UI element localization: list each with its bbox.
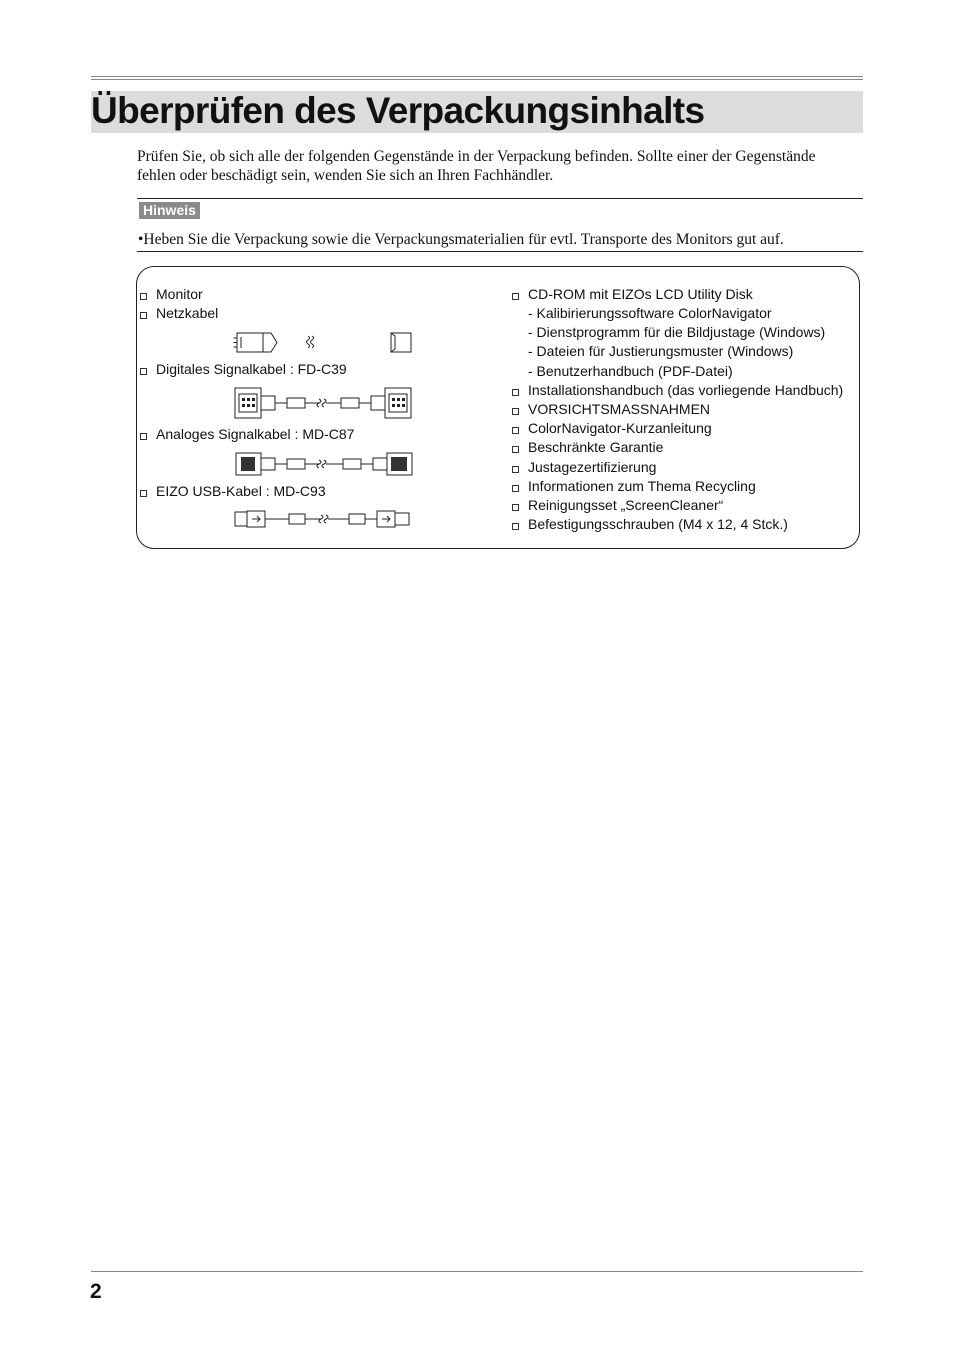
- checkbox-icon: [140, 490, 147, 497]
- list-item: Reinigungsset „ScreenCleaner“: [528, 497, 724, 513]
- note-divider-top: [137, 198, 863, 199]
- top-rule: [91, 76, 863, 77]
- checkbox-icon: [512, 427, 519, 434]
- page-title: Überprüfen des Verpackungsinhalts: [91, 90, 705, 131]
- note-text: •Heben Sie die Verpackung sowie die Verpackungsmaterialien für evtl. Transporte des Monitors gut auf.: [138, 231, 784, 248]
- note-divider-bottom: [137, 251, 863, 252]
- checkbox-icon: [512, 408, 519, 415]
- list-item: Netzkabel: [156, 305, 219, 321]
- vga-cable-icon: [233, 450, 415, 478]
- list-item: Befestigungsschrauben (M4 x 12, 4 Stck.): [528, 516, 788, 532]
- checkbox-icon: [512, 504, 519, 511]
- list-item: Digitales Signalkabel : FD-C39: [156, 361, 347, 377]
- list-item: Installationshandbuch (das vorliegende Handbuch): [528, 382, 844, 398]
- checkbox-icon: [140, 312, 147, 319]
- checkbox-icon: [512, 523, 519, 530]
- footer-rule: [91, 1271, 863, 1272]
- checkbox-icon: [512, 389, 519, 396]
- power-cable-icon: [233, 330, 415, 356]
- list-item: Monitor: [156, 286, 203, 302]
- list-item: Informationen zum Thema Recycling: [528, 478, 756, 494]
- checkbox-icon: [140, 433, 147, 440]
- list-subitem: - Dienstprogramm für die Bildjustage (Windows): [528, 324, 826, 340]
- checkbox-icon: [512, 293, 519, 300]
- list-item: VORSICHTSMASSNAHMEN: [528, 401, 711, 417]
- note-label: Hinweis: [139, 202, 200, 219]
- intro-paragraph: Prüfen Sie, ob sich alle der folgenden Gegenstände in der Verpackung befinden. Sollte einer der Gegenstände fehlen oder beschädigt sein, wenden Sie sich an Ihren Fachhändler.: [137, 148, 816, 184]
- checkbox-icon: [512, 466, 519, 473]
- list-subitem: - Kalibirierungssoftware ColorNavigator: [528, 305, 772, 321]
- list-item: Justagezertifizierung: [528, 459, 657, 475]
- checkbox-icon: [140, 368, 147, 375]
- dvi-cable-icon: [233, 386, 415, 420]
- usb-cable-icon: [233, 508, 415, 530]
- list-item: Beschränkte Garantie: [528, 439, 664, 455]
- checkbox-icon: [140, 293, 147, 300]
- list-item: CD-ROM mit EIZOs LCD Utility Disk: [528, 286, 753, 302]
- checkbox-icon: [512, 485, 519, 492]
- top-rule-secondary: [91, 79, 863, 80]
- list-item: ColorNavigator-Kurzanleitung: [528, 420, 712, 436]
- page-number: 2: [90, 1280, 102, 1303]
- list-subitem: - Dateien für Justierungsmuster (Windows): [528, 343, 794, 359]
- list-subitem: - Benutzerhandbuch (PDF-Datei): [528, 363, 733, 379]
- list-item: EIZO USB-Kabel : MD-C93: [156, 483, 326, 499]
- list-item: Analoges Signalkabel : MD-C87: [156, 426, 355, 442]
- checkbox-icon: [512, 446, 519, 453]
